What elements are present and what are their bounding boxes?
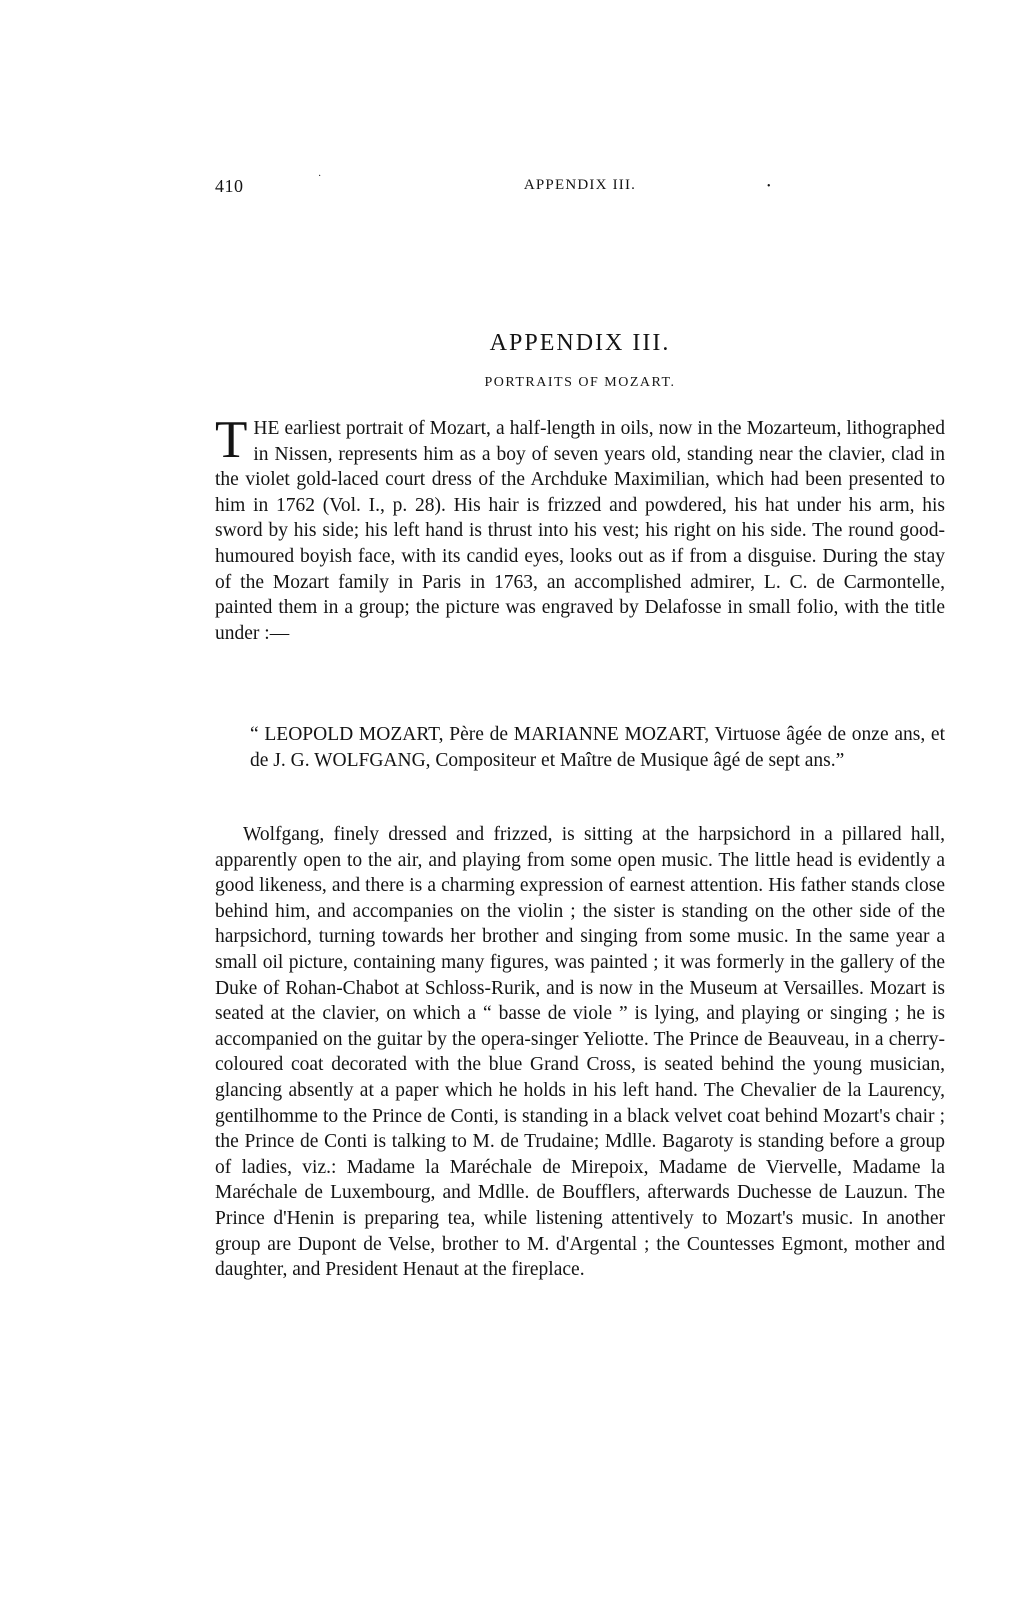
paragraph-1-text: HE earliest portrait of Mozart, a half-length in oils, now in the Mozarteum, lithographed in Nissen, represents him as a boy of seven years old, standing near the clavier, clad in the violet gold-laced court dress of the Archduke Maximilian, which had been presented to him in 1762 (Vol. I., p. 28). His hair is frizzed and powdered, his hat under his arm, his sword by his side; his left hand is thrust into his vest; his right on his side. The round good-humoured boyish face, with its candid eyes, looks out as if from a disguise. During the stay of the Mozart family in Paris in 1763, an accomplished admirer, L. C. de Carmontelle, painted them in a group; the picture was engraved by Delafosse in small folio, with the title under :— — [215, 418, 945, 644]
page-number: 410 — [215, 176, 244, 196]
print-speck: • — [767, 181, 772, 192]
drop-cap: T — [215, 411, 248, 469]
appendix-title: APPENDIX III. — [489, 330, 671, 356]
print-speck: · — [318, 171, 323, 182]
engraving-title-quotation: “ LEOPOLD MOZART, Père de MARIANNE MOZART, Virtuose âgée de onze ans, et de J. G. WOLFGANG, Compositeur et Maître de Musique âgé de sept ans.” — [250, 724, 945, 771]
section-title: PORTRAITS OF MOZART. — [484, 375, 676, 390]
running-head — [215, 171, 945, 200]
paragraph-1 — [215, 411, 945, 646]
paragraph-2: Wolfgang, finely dressed and frizzed, is sitting at the harpsichord in a pillared hall, apparently open to the air, and playing from some open music. The little head is evidently a good likeness, and there is a charming expression of earnest attention. His father stands close behind him, and accompanies on the violin ; the sister is standing on the other side of the harpsichord, turning towards her brother and singing from some music. In the same year a small oil picture, containing many figures, was painted ; it was formerly in the gallery of the Duke of Rohan-Chabot at Schloss-Rurik, and is now in the Museum at Versailles. Mozart is seated at the clavier, on which a “ basse de viole ” is lying, and playing or singing ; he is accompanied on the guitar by the opera-singer Yeliotte. The Prince de Beauveau, in a cherry-coloured coat decorated with the blue Grand Cross, is seated behind the young musician, glancing absently at a paper which he holds in his left hand. The Chevalier de la Laurency, gentilhomme to the Prince de Conti, is standing in a black velvet coat behind Mozart's chair ; the Prince de Conti is talking to M. de Trudaine; Mdlle. Bagaroty is standing before a group of ladies, viz.: Madame la Maréchale de Mirepoix, Madame de Viervelle, Madame la Maréchale de Luxembourg, and Mdlle. de Boufflers, afterwards Duchesse de Lauzun. The Prince d'Henin is preparing tea, while listening attentively to Mozart's music. In another group are Dupont de Velse, brother to M. d'Argental ; the Countesses Egmont, mother and daughter, and President Henaut at the fireplace. — [215, 824, 945, 1281]
running-title: APPENDIX III. — [523, 177, 637, 193]
